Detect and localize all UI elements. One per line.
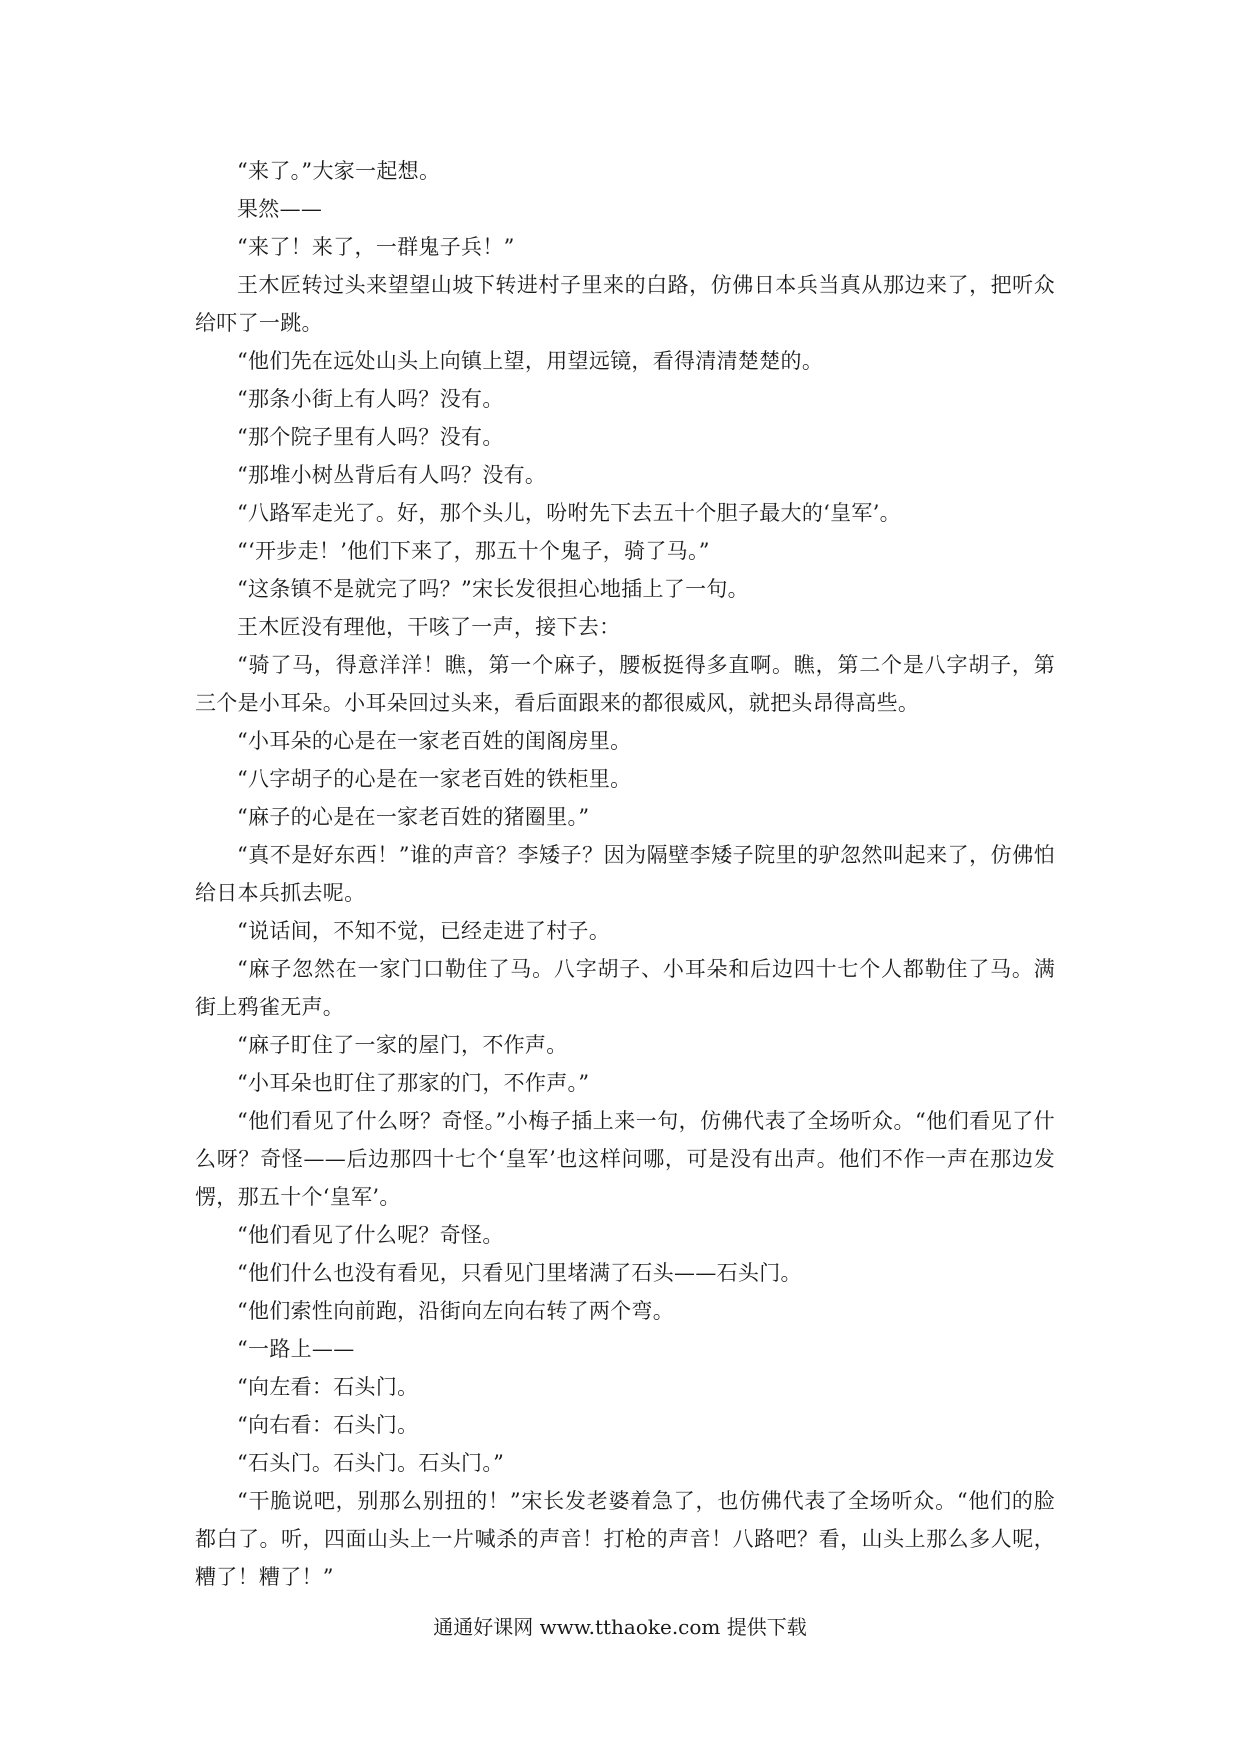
page-footer: 通通好课网 www.tthaoke.com 提供下载 [433, 1615, 807, 1639]
paragraph: “‘开步走！’他们下来了，那五十个鬼子，骑了马。” [237, 539, 710, 563]
paragraph: “向左看：石头门。 [237, 1375, 419, 1399]
paragraph: “石头门。石头门。石头门。” [237, 1451, 505, 1475]
paragraph: “麻子忽然在一家门口勒住了马。八字胡子、小耳朵和后边四十七个人都勒住了马。满街上鸦雀无声。 [195, 957, 1055, 1019]
story-body [195, 152, 1055, 1596]
paragraph: “小耳朵也盯住了那家的门，不作声。” [237, 1071, 590, 1095]
paragraph: “那堆小树丛背后有人吗？没有。 [237, 463, 547, 487]
paragraph: “八字胡子的心是在一家老百姓的铁柜里。 [237, 767, 632, 791]
paragraph: “小耳朵的心是在一家老百姓的闺阁房里。 [237, 729, 632, 753]
paragraph: “他们先在远处山头上向镇上望，用望远镜，看得清清楚楚的。 [237, 349, 824, 373]
paragraph: “一路上—— [237, 1337, 355, 1361]
paragraph: “麻子的心是在一家老百姓的猪圈里。” [237, 805, 590, 829]
paragraph: “骑了马，得意洋洋！瞧，第一个麻子，腰板挺得多直啊。瞧，第二个是八字胡子，第三个是小耳朵。小耳朵回过头来，看后面跟来的都很威风，就把头昂得高些。 [195, 653, 1055, 715]
paragraph: “他们看见了什么呢？奇怪。 [237, 1223, 504, 1247]
paragraph: “说话间，不知不觉，已经走进了村子。 [237, 919, 611, 943]
paragraph: “麻子盯住了一家的屋门，不作声。 [237, 1033, 568, 1057]
paragraph: “干脆说吧，别那么别扭的！”宋长发老婆着急了，也仿佛代表了全场听众。“他们的脸都白了。听，四面山头上一片喊杀的声音！打枪的声音！八路吧？看，山头上那么多人呢，糟了！糟了！” [195, 1489, 1055, 1589]
paragraph: “那个院子里有人吗？没有。 [237, 425, 504, 449]
paragraph: “他们索性向前跑，沿街向左向右转了两个弯。 [237, 1299, 675, 1323]
paragraph: “来了。”大家一起想。 [237, 159, 441, 183]
paragraph: “来了！来了，一群鬼子兵！” [237, 235, 515, 259]
paragraph: “那条小街上有人吗？没有。 [237, 387, 504, 411]
paragraph: “八路军走光了。好，那个头儿，吩咐先下去五十个胆子最大的‘皇军’。 [237, 501, 901, 525]
paragraph: “向右看：石头门。 [237, 1413, 419, 1437]
paragraph: 果然—— [237, 197, 323, 221]
paragraph: “这条镇不是就完了吗？”宋长发很担心地插上了一句。 [237, 577, 749, 601]
paragraph: 王木匠没有理他，干咳了一声，接下去： [237, 615, 621, 639]
paragraph: 王木匠转过头来望望山坡下转进村子里来的白路，仿佛日本兵当真从那边来了，把听众给吓了一跳。 [195, 273, 1055, 335]
paragraph: “真不是好东西！”谁的声音？李矮子？因为隔壁李矮子院里的驴忽然叫起来了，仿佛怕给日本兵抓去呢。 [195, 843, 1055, 905]
paragraph: “他们什么也没有看见，只看见门里堵满了石头——石头门。 [237, 1261, 802, 1285]
paragraph: “他们看见了什么呀？奇怪。”小梅子插上来一句，仿佛代表了全场听众。“他们看见了什么呀？奇怪——后边那四十七个‘皇军’也这样问哪，可是没有出声。他们不作一声在那边发愣，那五十个‘皇军’。 [195, 1109, 1055, 1209]
